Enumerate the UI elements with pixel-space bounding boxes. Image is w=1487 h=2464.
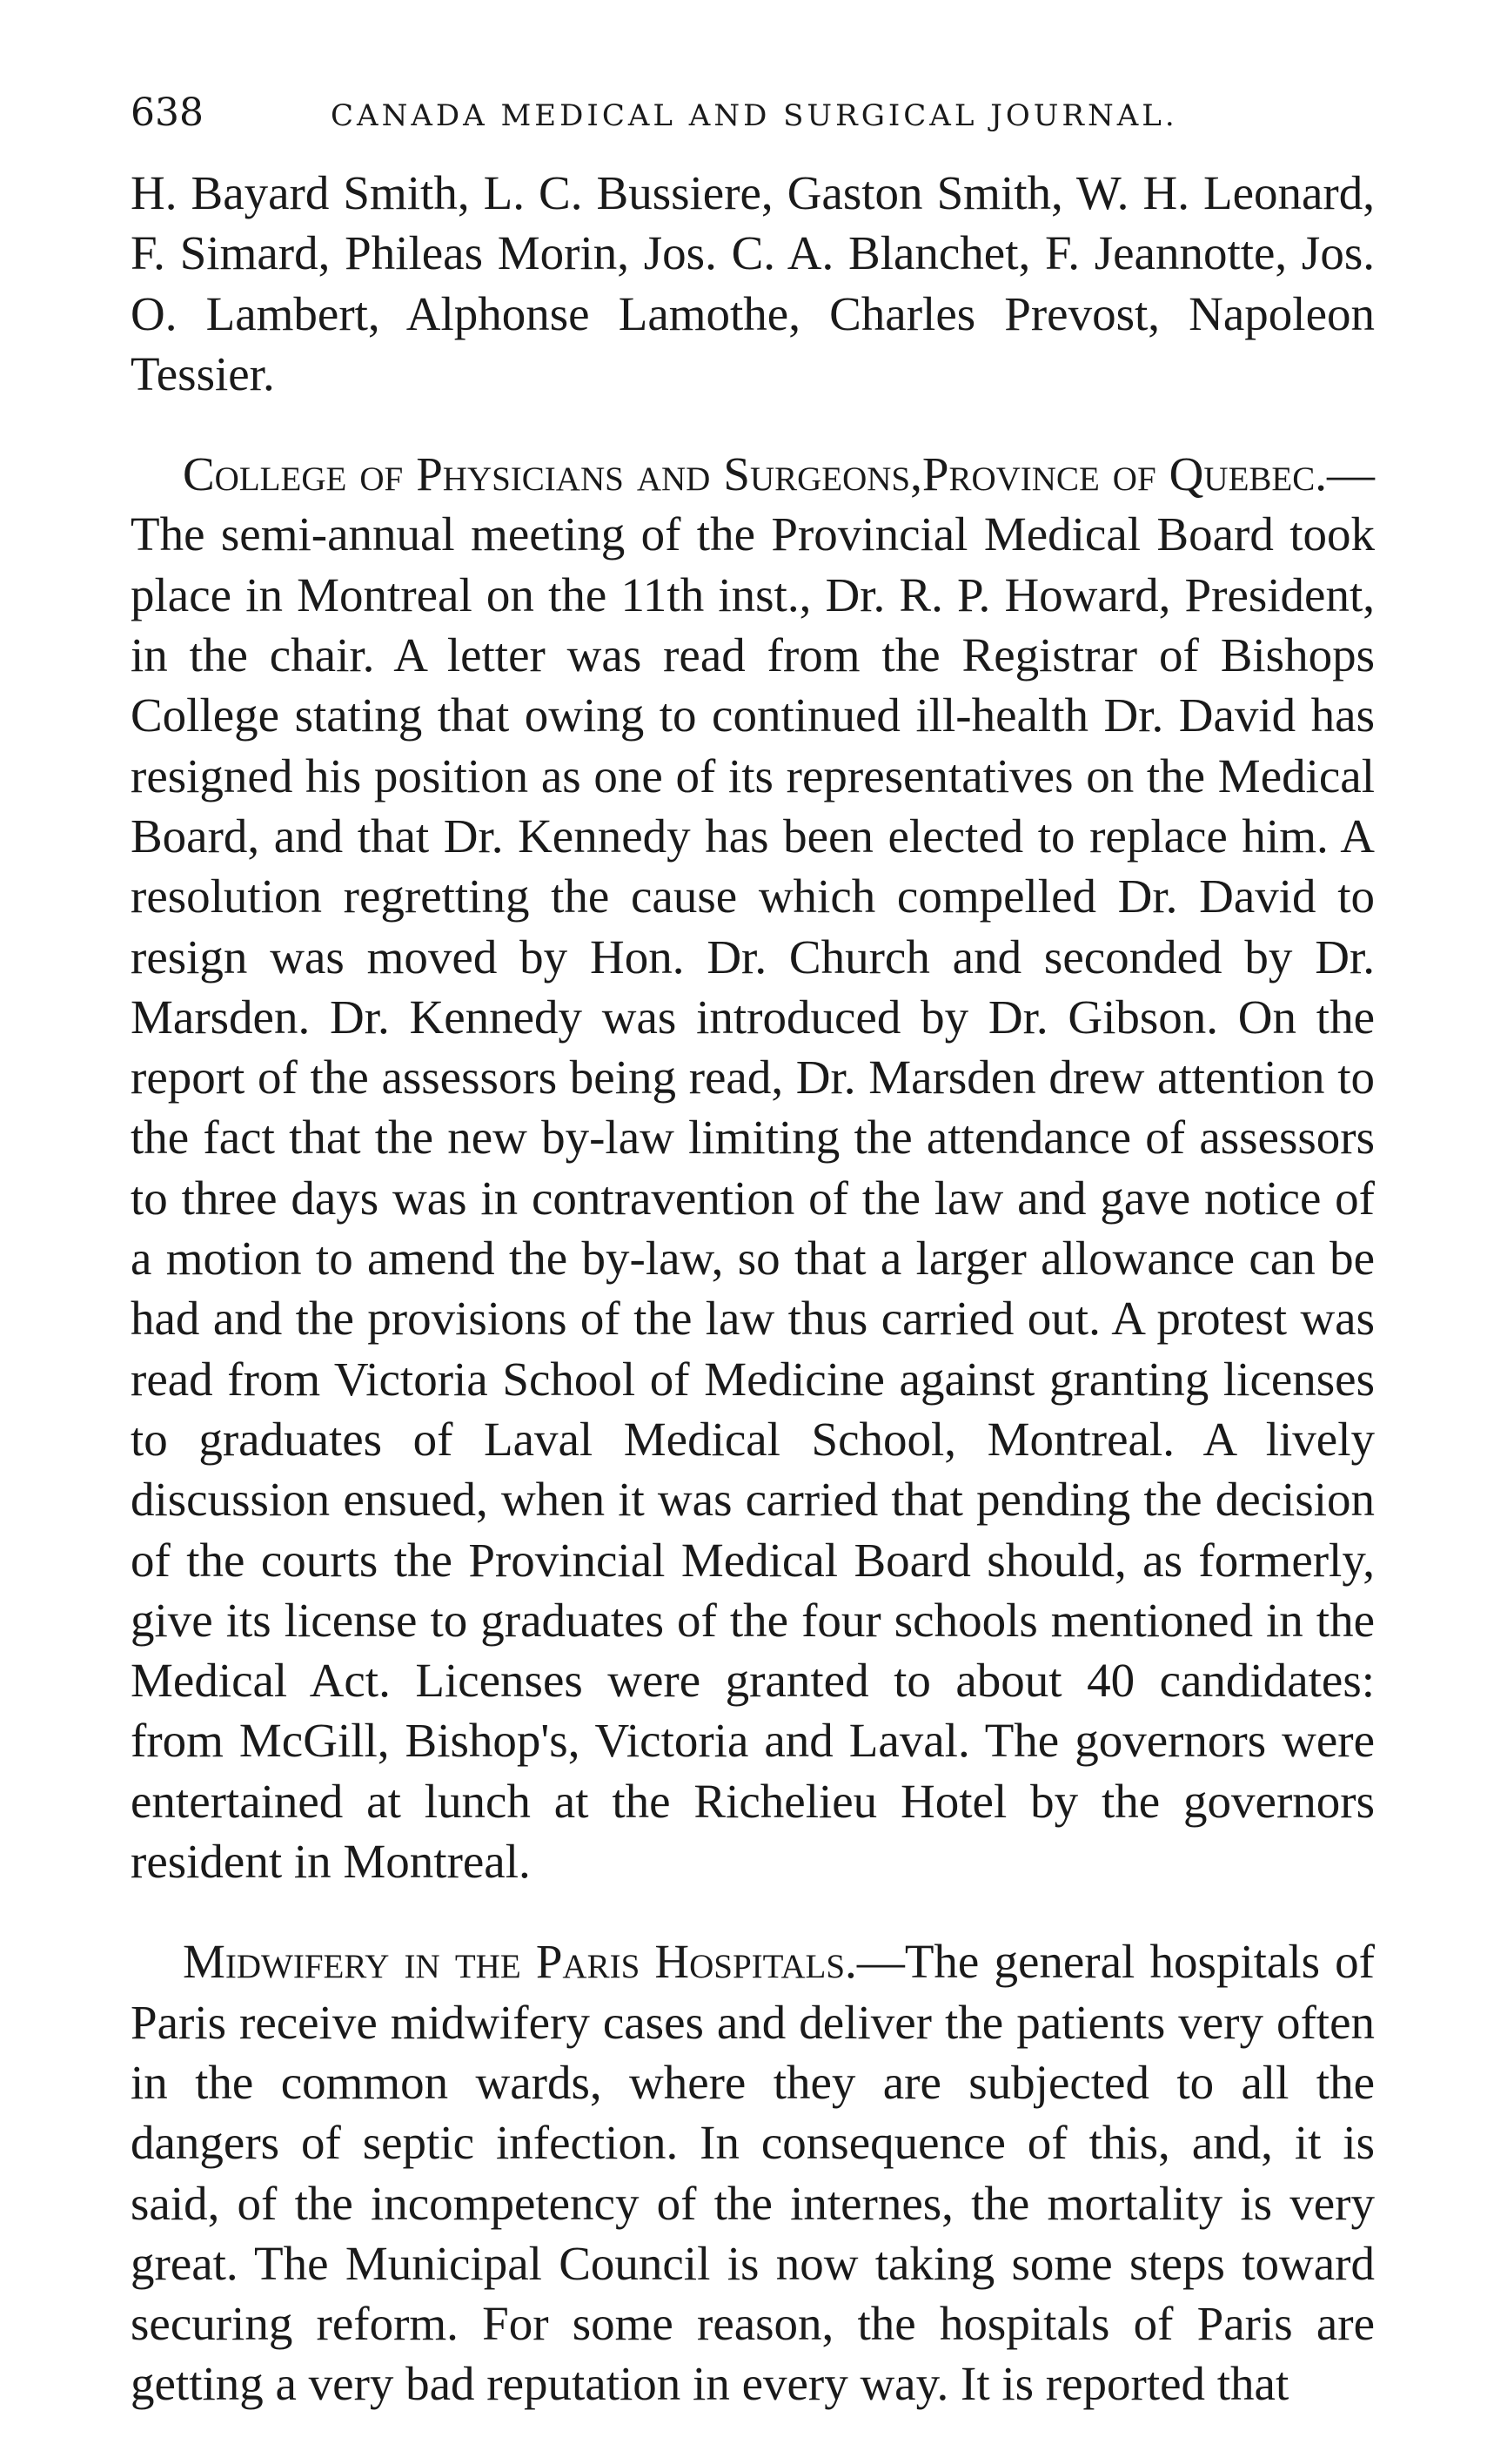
section-heading: Midwifery in the Paris Hospitals. xyxy=(183,1935,857,1989)
running-head xyxy=(131,87,1375,142)
paragraph-text: H. Bayard Smith, L. C. Bussiere, Gaston Smith, W. H. Leonard, F. Simard, Phileas Morin, Jos. C. A. Blanchet, F. Jeannotte, Jos. O. Lambert, Alphonse Lamothe, Charles Prevost, Napoleon Tessier. xyxy=(131,166,1375,400)
paragraph-midwifery-paris xyxy=(131,1931,1375,2414)
journal-page xyxy=(131,87,1375,2414)
paragraph-text: —The semi-annual meeting of the Provincial Medical Board took place in Montreal on the 11th inst., Dr. R. P. Howard, President, in the chair. A letter was read from the Registrar of Bishops College stating that owing to continued ill-health Dr. David has resigned his position as one of its representatives on the Medical Board, and that Dr. Kennedy has been elected to replace him. A resolution regretting the cause which compelled Dr. David to resign was moved by Hon. Dr. Church and seconded by Dr. Marsden. Dr. Kennedy was introduced by Dr. Gibson. On the report of the assessors being read, Dr. Marsden drew attention to the fact that the new by-law limiting the attendance of assessors to three days was in contravention of the law and gave notice of a motion to amend the by-law, so that a larger allowance can be had and the provisions of the law thus carried out. A protest was read from Victoria School of Medicine against granting licenses to graduates of Laval Medical School, Montreal. A lively discussion ensued, when it was carried that pending the decision of the courts the Provincial Medical Board should, as formerly, give its license to graduates of the four schools mentioned in the Medical Act. Licenses were granted to about 40 candidates: from McGill, Bishop's, Victoria and Laval. The governors were entertained at lunch at the Richelieu Hotel by the governors resident in Montreal. xyxy=(131,447,1375,1889)
paragraph-college-physicians xyxy=(131,444,1375,1891)
section-heading: College of Physicians and Surgeons,Province of Quebec. xyxy=(183,447,1327,501)
journal-title: CANADA MEDICAL AND SURGICAL JOURNAL. xyxy=(331,98,1178,133)
page-number: 638 xyxy=(131,91,204,135)
paragraph-name-list xyxy=(131,163,1375,404)
paragraph-text: —The general hospitals of Paris receive midwifery cases and deliver the patients very often in the common wards, where they are subjected to all the dangers of septic infection. In consequence of this, and, it is said, of the incompetency of the internes, the mortality is very great. The Municipal Council is now taking some steps toward securing reform. For some reason, the hospitals of Paris are getting a very bad reputation in every way. It is reported that xyxy=(131,1935,1375,2411)
